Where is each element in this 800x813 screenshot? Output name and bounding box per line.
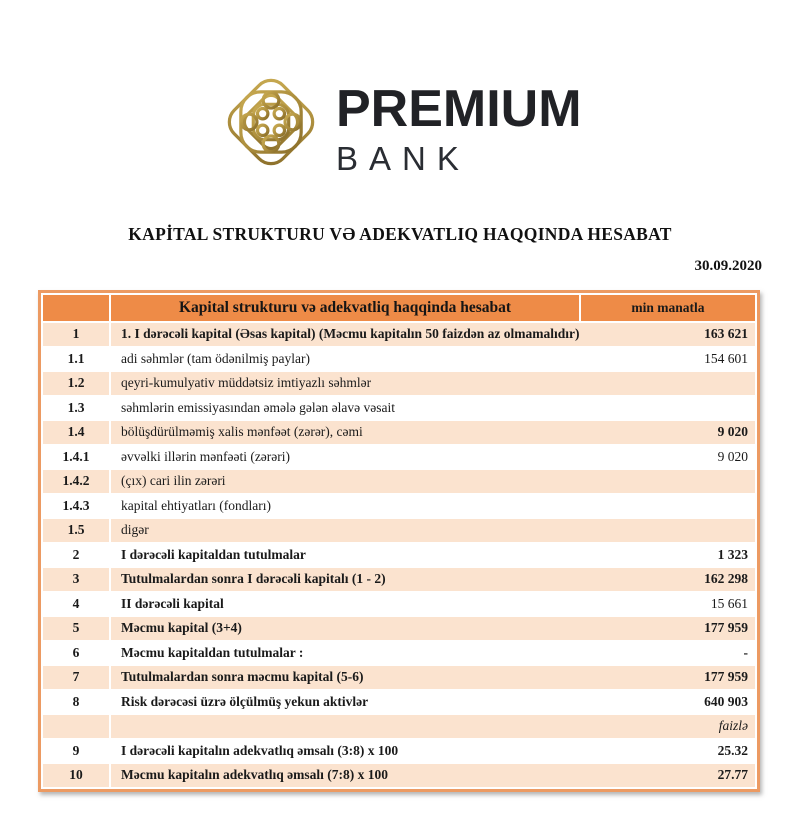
capital-structure-table (38, 290, 760, 792)
row-label: Məcmu kapitalın adekvatlıq əmsalı (7:8) x 100 (121, 767, 388, 783)
row-value: 25.32 (717, 742, 748, 758)
table-row (43, 519, 755, 542)
header-title: Kapital strukturu və adekvatliq haqqinda hesabat (111, 295, 579, 321)
table-row (43, 691, 755, 714)
row-value: 162 298 (704, 571, 748, 587)
table-row (43, 593, 755, 616)
row-label: digər (121, 522, 149, 538)
row-value: faizlə (718, 718, 748, 734)
row-value: - (743, 644, 748, 660)
row-number: 1.3 (43, 397, 109, 420)
row-label: (çıx) cari ilin zərəri (121, 473, 226, 489)
table-row (43, 642, 755, 665)
row-label: Tutulmalardan sonra məcmu kapital (5-6) (121, 669, 364, 685)
table-row (43, 617, 755, 640)
row-number: 1.4.3 (43, 495, 109, 518)
row-number: 1.4.2 (43, 470, 109, 493)
row-value: 640 903 (704, 693, 748, 709)
table-row (43, 764, 755, 787)
logo-text (336, 70, 582, 175)
row-number: 5 (43, 617, 109, 640)
table-row (43, 568, 755, 591)
row-number: 10 (43, 764, 109, 787)
row-label: bölüşdürülməmiş xalis mənfəət (zərər), cəmi (121, 424, 363, 440)
gold-knot-emblem-icon (219, 70, 323, 174)
row-label: Məcmu kapitaldan tutulmalar : (121, 644, 304, 660)
row-label: kapital ehtiyatları (fondları) (121, 497, 271, 513)
row-number: 3 (43, 568, 109, 591)
table-row (43, 740, 755, 763)
brand-name: PREMIUM (336, 80, 582, 138)
table-row (43, 397, 755, 420)
row-number: 1.1 (43, 348, 109, 371)
table-row (43, 544, 755, 567)
row-label: Məcmu kapital (3+4) (121, 620, 242, 636)
row-number: 2 (43, 544, 109, 567)
row-number: 7 (43, 666, 109, 689)
report-date: 30.09.2020 (694, 258, 762, 274)
row-value: 27.77 (717, 767, 748, 783)
row-value: 177 959 (704, 669, 748, 685)
row-label: I dərəcəli kapitalın adekvatlıq əmsalı (3:8) x 100 (121, 742, 399, 758)
table-row (43, 715, 755, 738)
row-label: II dərəcəli kapital (121, 595, 224, 611)
table-row (43, 421, 755, 444)
row-label: Tutulmalardan sonra I dərəcəli kapitalı (1 - 2) (121, 571, 386, 587)
row-label: qeyri-kumulyativ müddətsiz imtiyazlı səhmlər (121, 375, 372, 391)
table-header-row (43, 295, 755, 321)
row-number: 1.4.1 (43, 446, 109, 469)
row-value: 9 020 (717, 424, 748, 440)
row-label: 1. I dərəcəli kapital (Əsas kapital) (Məcmu kapitalın 50 faizdən az olmamalıdır) (121, 326, 580, 342)
table-row (43, 446, 755, 469)
header-unit: min manatla (581, 295, 755, 321)
row-number: 9 (43, 740, 109, 763)
row-number: 4 (43, 593, 109, 616)
row-value: 154 601 (704, 350, 748, 366)
table-row (43, 323, 755, 346)
row-value: 15 661 (710, 595, 748, 611)
row-number (43, 715, 109, 738)
row-label: I dərəcəli kapitaldan tutulmalar (121, 546, 306, 562)
table-row (43, 495, 755, 518)
row-number: 1.2 (43, 372, 109, 395)
row-number: 1.4 (43, 421, 109, 444)
table-row (43, 372, 755, 395)
row-number: 1 (43, 323, 109, 346)
row-label: adi səhmlər (tam ödənilmiş paylar) (121, 350, 310, 366)
brand-subtitle: BANK (336, 140, 470, 177)
row-number: 6 (43, 642, 109, 665)
row-value: 1 323 (717, 546, 748, 562)
row-value: 163 621 (704, 326, 748, 342)
row-value: 9 020 (717, 448, 748, 464)
row-number: 8 (43, 691, 109, 714)
row-label: Risk dərəcəsi üzrə ölçülmüş yekun aktivlər (121, 693, 369, 709)
report-title: KAPİTAL STRUKTURU VƏ ADEKVATLIQ HAQQINDA HESABAT (128, 224, 672, 244)
bank-logo (219, 70, 582, 175)
row-number: 1.5 (43, 519, 109, 542)
table-row (43, 666, 755, 689)
header-number-cell (43, 295, 109, 321)
table-row (43, 470, 755, 493)
row-value: 177 959 (704, 620, 748, 636)
row-label: əvvəlki illərin mənfəəti (zərəri) (121, 448, 291, 464)
row-label: səhmlərin emissiyasından əmələ gələn əlavə vəsait (121, 399, 396, 415)
table-row (43, 348, 755, 371)
